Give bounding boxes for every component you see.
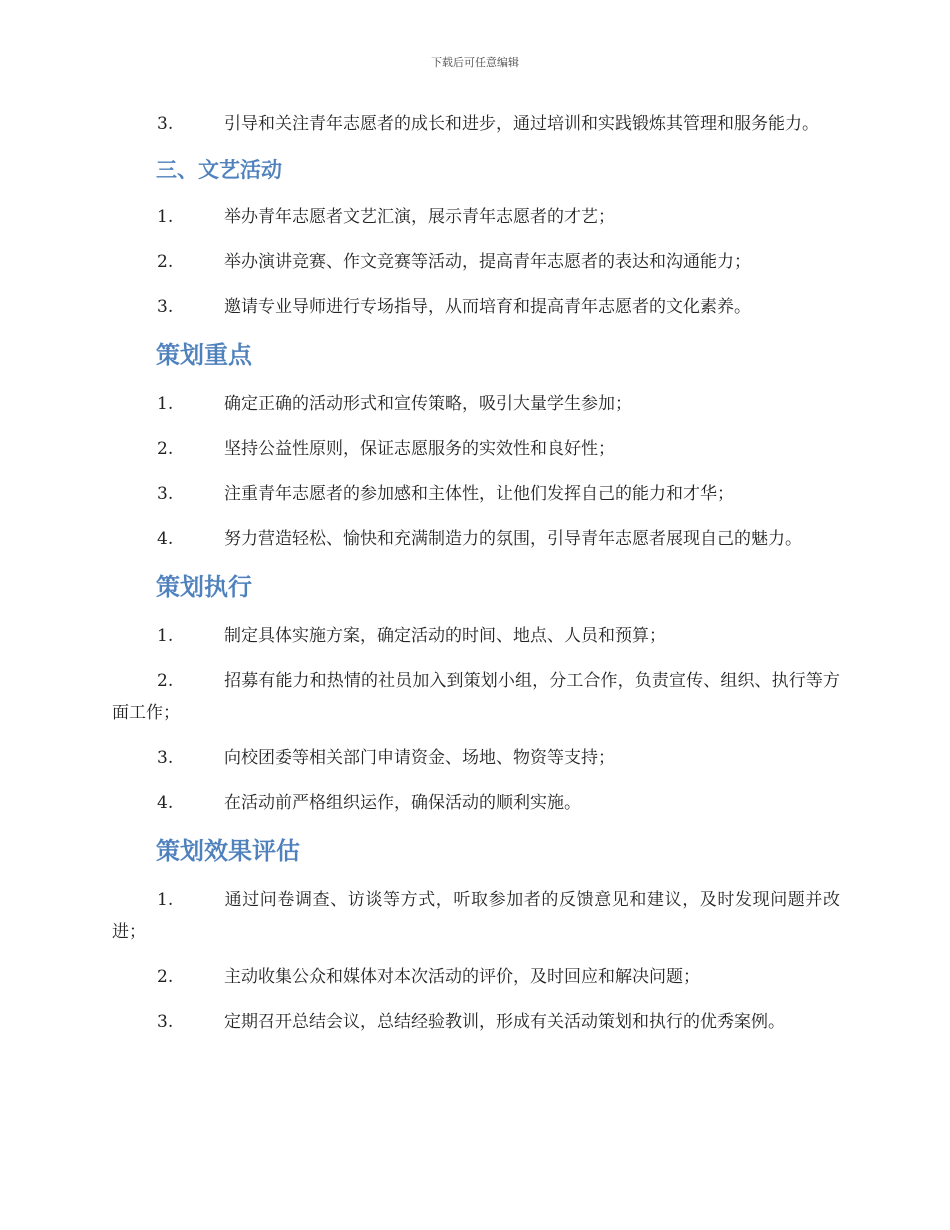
item-text: 坚持公益性原则，保证志愿服务的实效性和良好性； xyxy=(224,439,615,459)
item-text: 定期召开总结会议，总结经验教训，形成有关活动策划和执行的优秀案例。 xyxy=(224,1012,785,1032)
header-note: 下载后可任意编辑 xyxy=(431,56,519,69)
item-number: 1. xyxy=(157,890,174,910)
item-number: 4. xyxy=(157,793,174,813)
list-item xyxy=(112,246,840,278)
item-number: 2. xyxy=(157,671,174,691)
item-number: 3. xyxy=(157,1012,174,1032)
item-text: 向校团委等相关部门申请资金、场地、物资等支持； xyxy=(224,748,615,768)
item-text: 在活动前严格组织运作，确保活动的顺利实施。 xyxy=(224,793,581,813)
section-heading: 策划重点 xyxy=(156,341,252,369)
item-text: 制定具体实施方案，确定活动的时间、地点、人员和预算； xyxy=(224,626,666,646)
list-item xyxy=(112,787,840,819)
item-text: 举办演讲竞赛、作文竞赛等活动，提高青年志愿者的表达和沟通能力； xyxy=(224,252,751,272)
section-heading: 三、文艺活动 xyxy=(156,158,282,182)
item-number: 2. xyxy=(157,252,174,272)
list-item xyxy=(112,742,840,774)
list-item xyxy=(112,523,840,555)
document-body xyxy=(112,108,840,1051)
item-text: 招募有能力和热情的社员加入到策划小组，分工合作，负责宣传、组织、执行等方面工作； xyxy=(112,671,840,723)
list-item xyxy=(112,884,840,948)
item-number: 1. xyxy=(157,207,174,227)
list-item xyxy=(112,388,840,420)
list-item xyxy=(112,478,840,510)
item-text: 主动收集公众和媒体对本次活动的评价，及时回应和解决问题； xyxy=(224,967,700,987)
item-number: 2. xyxy=(157,967,174,987)
item-number: 3. xyxy=(157,484,174,504)
item-text: 注重青年志愿者的参加感和主体性，让他们发挥自己的能力和才华； xyxy=(224,484,734,504)
item-text: 确定正确的活动形式和宣传策略，吸引大量学生参加； xyxy=(224,394,632,414)
list-item xyxy=(112,665,840,729)
item-number: 3. xyxy=(157,297,174,317)
list-item xyxy=(112,433,840,465)
list-item xyxy=(112,1006,840,1038)
item-number: 2. xyxy=(157,439,174,459)
list-item xyxy=(112,201,840,233)
section-heading: 策划执行 xyxy=(156,573,252,601)
section-heading: 策划效果评估 xyxy=(156,837,300,865)
list-item xyxy=(112,291,840,323)
item-number: 4. xyxy=(157,529,174,549)
item-text: 通过问卷调查、访谈等方式，听取参加者的反馈意见和建议，及时发现问题并改进； xyxy=(112,890,840,942)
list-item xyxy=(112,620,840,652)
item-text: 邀请专业导师进行专场指导，从而培育和提高青年志愿者的文化素养。 xyxy=(224,297,751,317)
item-text: 举办青年志愿者文艺汇演，展示青年志愿者的才艺； xyxy=(224,207,615,227)
item-text: 努力营造轻松、愉快和充满制造力的氛围，引导青年志愿者展现自己的魅力。 xyxy=(224,529,802,549)
item-number: 1. xyxy=(157,626,174,646)
item-text: 引导和关注青年志愿者的成长和进步，通过培训和实践锻炼其管理和服务能力。 xyxy=(224,114,819,134)
list-item xyxy=(112,108,840,140)
item-number: 3. xyxy=(157,748,174,768)
item-number: 3. xyxy=(157,114,174,134)
item-number: 1. xyxy=(157,394,174,414)
list-item xyxy=(112,961,840,993)
